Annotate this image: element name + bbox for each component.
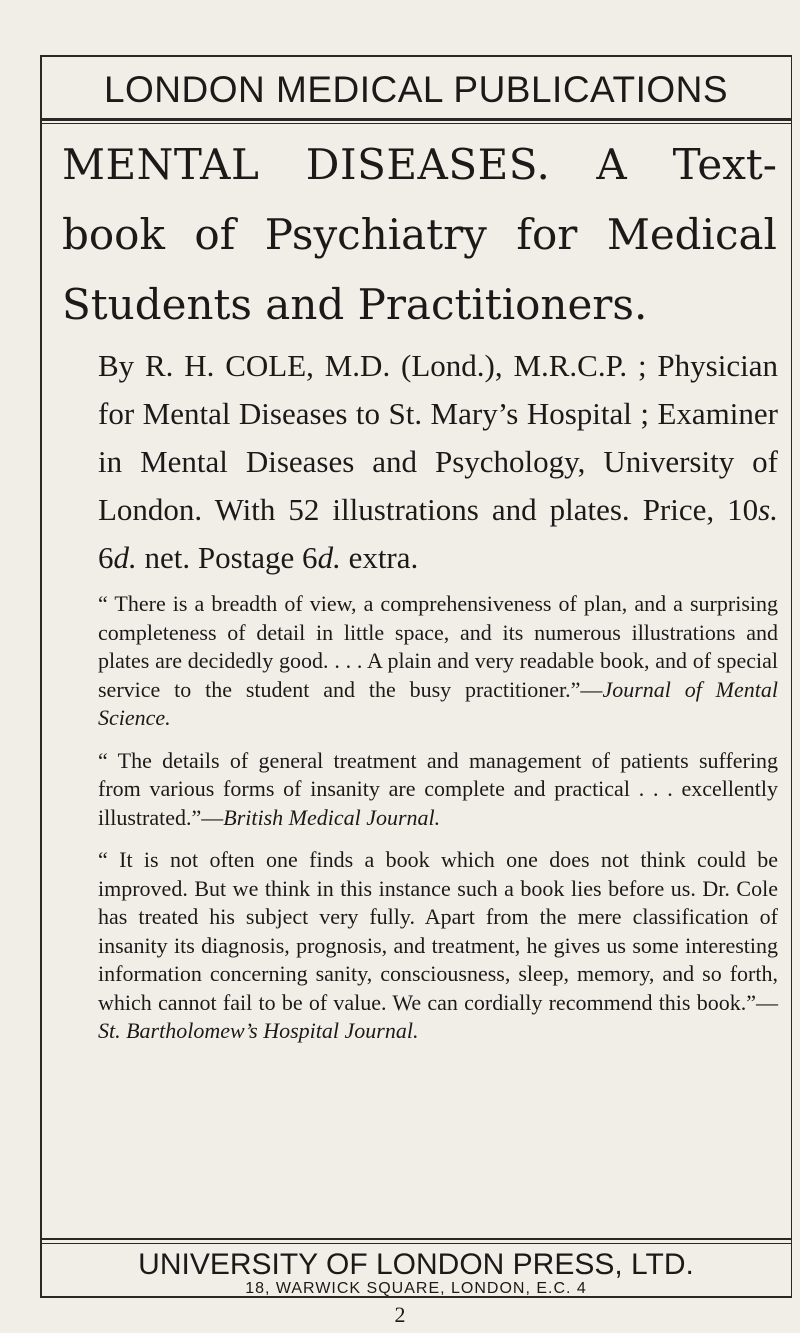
review-source: St. Bartholomew’s Hospital Journal. [98,1018,419,1043]
reviews [98,590,778,1060]
review-quote [98,846,778,1046]
price-pence-unit: d. [113,540,137,575]
price-shillings-unit: s. [758,492,778,527]
publisher-name: UNIVERSITY OF LONDON PRESS, LTD. [138,1248,694,1281]
byline-postage: net. Postage 6 [136,540,318,575]
review-quote [98,747,778,833]
book-title-subtitle: A Text-book of Psychiatry for Medical Students and Practitioners. [62,140,777,329]
series-heading: LONDON MEDICAL PUBLICATIONS [103,69,729,110]
publisher-address: 18, WARWICK SQUARE, LONDON, E.C. 4 [245,1280,587,1297]
bottom-rule [40,1296,792,1298]
review-text: “ The details of general treatment and management of patients suffering from various forms of insanity are complete and practical . . . excellently illustrated.”— [98,747,778,830]
page-number: 2 [394,1302,406,1327]
header-rule [40,118,792,121]
byline-text: By R. H. COLE, M.D. (Lond.), M.R.C.P. ; Physician for Mental Diseases to St. Mary’s Hospital ; Examiner in Mental Diseases and Psychology, University of London. With 52 illustrations and plates. Price, 10 [98,348,778,527]
header-rule-thin [40,123,792,124]
footer-rule [40,1238,792,1240]
book-description [98,342,778,582]
review-quote [98,590,778,733]
byline-extra: extra. [340,540,419,575]
review-source: British Medical Journal. [223,804,441,830]
review-source: Journal of Mental Science. [98,676,779,730]
footer-rule-thin [40,1243,792,1244]
postage-pence-unit: d. [317,540,341,575]
review-text: “ There is a breadth of view, a comprehensiveness of plan, and a surprising completeness of detail in little space, and its numerous illustrations and plates are decidedly good. . . . A plain and very readable book, and of special service to the student and the busy practitioner.”— [98,591,778,702]
review-text: “ It is not often one finds a book which one does not think could be improved. But we think in this instance such a book lies before us. Dr. Cole has treated his subject very fully. Apart from the mere classification of insanity its diagnosis, prognosis, and treatment, he gives us some interesting information concerning sanity, consciousness, sleep, memory, and so forth, which cannot fail to be of value. We can cordially recommend this book.”— [98,847,778,1015]
book-title [62,130,777,340]
book-title-caps: MENTAL DISEASES. [62,140,551,189]
byline-price-pence: 6 [98,540,114,575]
